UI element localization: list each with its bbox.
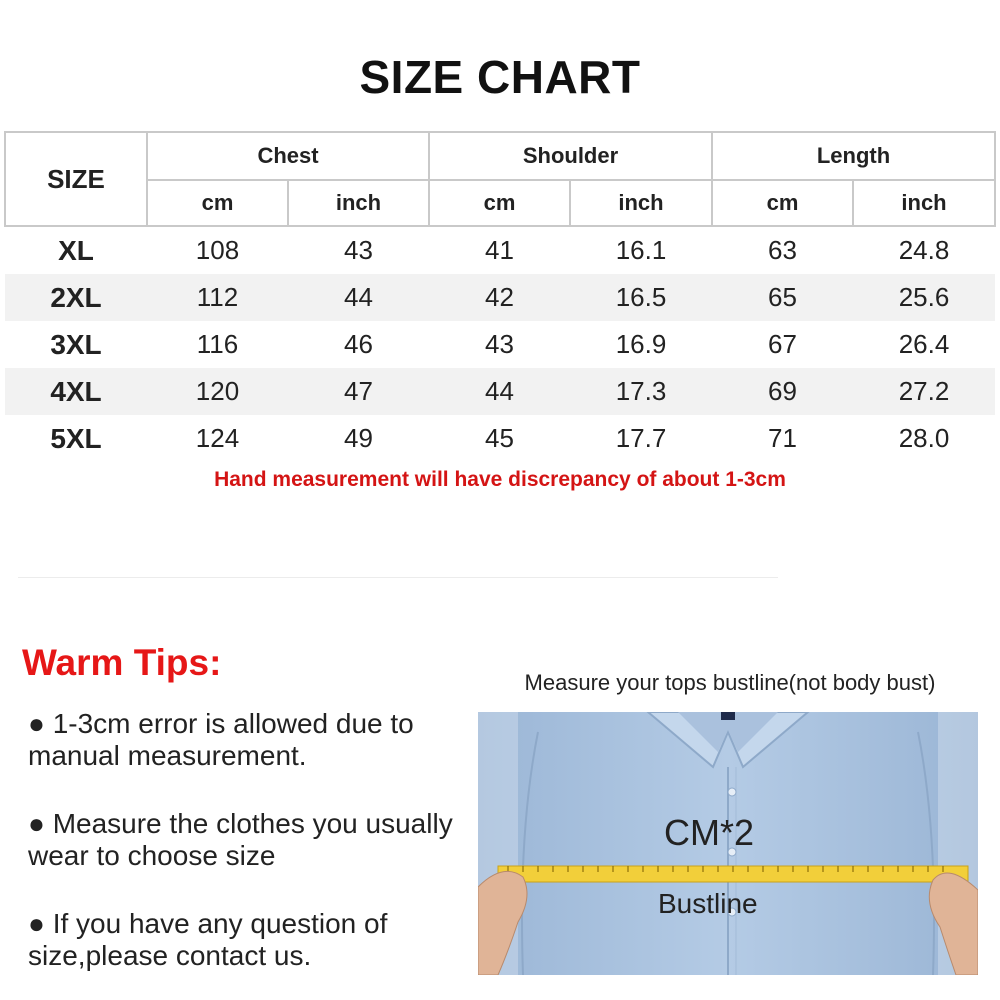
table-cell: 25.6	[853, 274, 995, 321]
length-header: Length	[712, 132, 995, 180]
table-cell: 28.0	[898, 423, 950, 453]
tip-item: ● Measure the clothes you usually wear to choose size	[28, 808, 453, 871]
table-cell: 116	[196, 329, 239, 359]
table-cell: 16.9	[615, 329, 667, 359]
table-cell: 108	[195, 235, 240, 265]
table-cell: 46	[344, 329, 373, 359]
bustline-label: Bustline	[658, 888, 758, 919]
table-cell: 71	[768, 423, 797, 453]
measure-caption: Measure your tops bustline(not body bust)	[524, 670, 936, 695]
unit-header: cm	[147, 180, 288, 226]
table-cell: 44	[429, 368, 570, 415]
table-cell: 43	[344, 235, 373, 265]
table-row	[5, 274, 995, 321]
table-cell: 16.1	[615, 235, 667, 265]
table-cell: 112	[147, 274, 288, 321]
size-cell: 2XL	[5, 274, 147, 321]
size-cell: 3XL	[50, 328, 102, 360]
measurement-note: Hand measurement will have discrepancy of about 1-3cm	[214, 468, 786, 491]
table-cell: 47	[288, 368, 429, 415]
table-cell: 49	[344, 423, 373, 453]
table-cell: 17.7	[615, 423, 667, 453]
unit-header: inch	[570, 180, 712, 226]
cm-times-two-label: CM*2	[664, 812, 755, 853]
unit-header: inch	[853, 180, 995, 226]
tip-item: ● If you have any question of size,please contact us.	[28, 908, 388, 971]
warm-tips-title: Warm Tips:	[22, 642, 222, 683]
table-cell: 24.8	[898, 235, 950, 265]
unit-header: inch	[288, 180, 429, 226]
table-cell: 67	[768, 329, 797, 359]
table-cell: 41	[485, 235, 514, 265]
size-cell: 4XL	[5, 368, 147, 415]
size-cell: 5XL	[50, 422, 102, 454]
table-cell: 26.4	[898, 329, 950, 359]
table-row	[5, 321, 995, 368]
table-cell: 44	[288, 274, 429, 321]
table-cell: 63	[768, 235, 797, 265]
shoulder-header: Shoulder	[429, 132, 712, 180]
table-row	[5, 415, 995, 462]
page-title: SIZE CHART	[359, 51, 641, 103]
chest-header: Chest	[147, 132, 429, 180]
table-cell: 45	[485, 423, 514, 453]
table-cell: 16.5	[570, 274, 712, 321]
unit-header: cm	[712, 180, 853, 226]
table-cell: 27.2	[853, 368, 995, 415]
section-divider	[18, 577, 778, 578]
table-cell: 120	[147, 368, 288, 415]
table-cell: 43	[485, 329, 514, 359]
size-table	[4, 131, 996, 462]
table-cell: 69	[712, 368, 853, 415]
size-column-header: SIZE	[5, 132, 147, 226]
table-cell: 65	[712, 274, 853, 321]
table-row	[5, 226, 995, 274]
tip-item: ● 1-3cm error is allowed due to manual measurement.	[28, 708, 414, 771]
table-cell: 124	[195, 423, 240, 453]
table-cell: 17.3	[570, 368, 712, 415]
table-row	[5, 368, 995, 415]
unit-header: cm	[429, 180, 570, 226]
table-cell: 42	[429, 274, 570, 321]
size-cell: XL	[58, 234, 94, 266]
